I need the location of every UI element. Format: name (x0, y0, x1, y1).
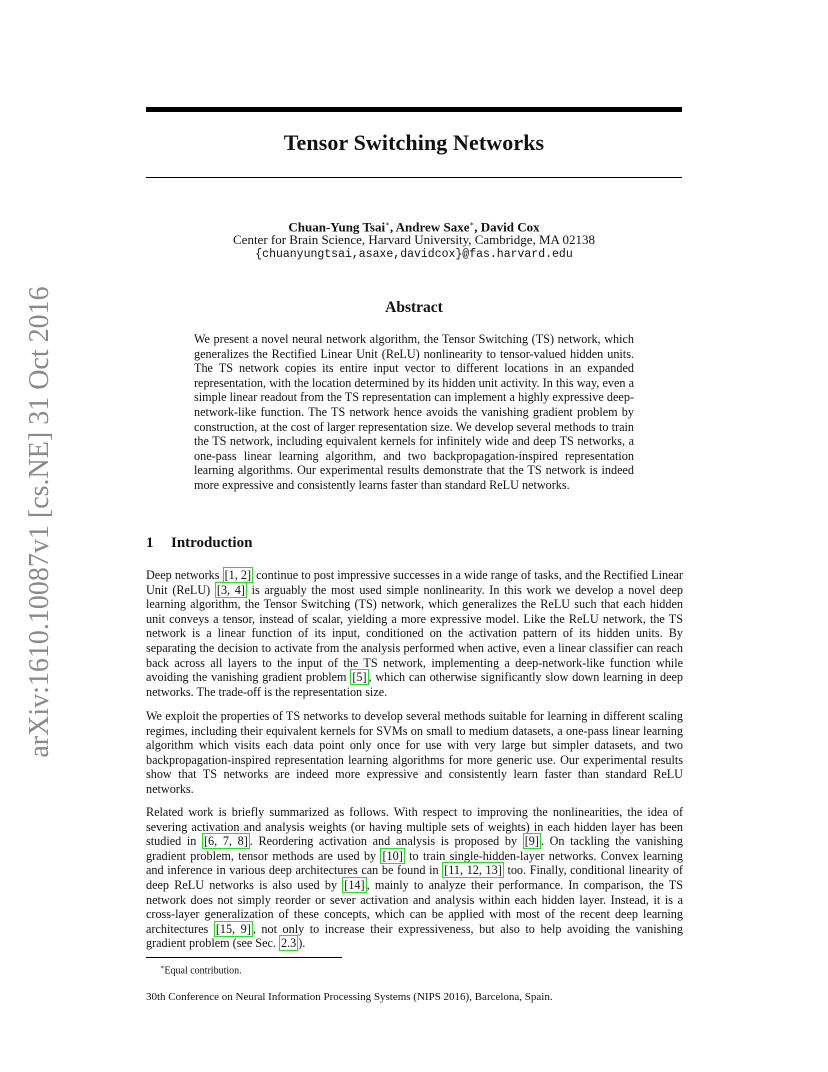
author-emails: {chuanyungtsai,asaxe,davidcox}@fas.harvard.edu (255, 248, 573, 261)
footnote-text: Equal contribution. (164, 965, 242, 977)
intro-paragraph-1: Deep networks [1, 2] continue to post impressive successes in a wide range of tasks, and the Rectified Linear Unit (ReLU) [3, 4] is arguably the most used simple nonlinearity. In this work we develop a novel deep learning algorithm, the Tensor Switching (TS) network, which generalizes the ReLU such that each hidden unit conveys a tensor, instead of scalar, yielding a more expressive model. Like the ReLU network, the TS network is a linear function of its input, conditioned on the activation pattern of its hidden units. By separating the decision to activate from the analysis performed when active, even a linear classifier can reach back across all layers to the input of the TS network, implementing a deep-network-like function while avoiding the vanishing gradient problem [5] , which can otherwise significantly slow down learning in deep networks. The trade-off is the representation size. (146, 568, 683, 699)
footnote (160, 961, 242, 977)
author-list: Chuan-Yung Tsai∗, Andrew Saxe∗, David Cox (288, 219, 540, 235)
intro-paragraph-3: Related work is briefly summarized as follows. With respect to improving the nonlinearities, the idea of severing activation and analysis weights (or having multiple sets of weights) in each hidden layer has been studied in [6, 7, 8] . Reordering activation and analysis is proposed by [9] . On tackling the vanishing gradient problem, tensor methods are used by [10] to train single-hidden-layer networks. Convex learning and inference in various deep architectures can be found in [11, 12, 13] too. Finally, conditional linearity of deep ReLU networks is also used by [14] , mainly to analyze their performance. In comparison, the TS network does not simply reorder or sever activation and analysis within each hidden layer. Instead, it is a cross-layer generalization of these concepts, which can be applied with most of the recent deep learning architectures [15, 9] , not only to increase their expressiveness, but also to help avoiding the vanishing gradient problem (see Sec. 2.3 ). (146, 805, 683, 951)
footnote-mark: ∗ (160, 964, 165, 971)
equal-contribution-mark: ∗ (385, 220, 390, 228)
affiliation: Center for Brain Science, Harvard University, Cambridge, MA 02138 (233, 232, 595, 247)
equal-contribution-mark: ∗ (469, 220, 475, 228)
author-name: Andrew Saxe (395, 219, 470, 235)
intro-paragraph-2: We exploit the properties of TS networks to develop several methods suitable for learning in different scaling regimes, including their equivalent kernels for SVMs on small to medium datasets, a one-pass linear learning algorithm which visits each data point only once for use with very large but simpler datasets, and two backpropagation-inspired representation learning algorithms for more generic use. Our experimental results show that TS networks are indeed more expressive and consistently learn faster than standard ReLU networks. (146, 709, 683, 796)
abstract-text: We present a novel neural network algorithm, the Tensor Switching (TS) network, which generalizes the Rectified Linear Unit (ReLU) nonlinearity to tensor-valued hidden units. The TS network copies its entire input vector to different locations in an expanded representation, with the location determined by its hidden unit activity. In this way, even a simple linear readout from the TS representation can implement a highly expressive deep-network-like function. The TS network hence avoids the vanishing gradient problem by construction, at the cost of larger representation size. We develop several methods to train the TS network, including equivalent kernels for infinitely wide and deep TS networks, a one-pass linear learning algorithm, and two backpropagation-inspired representation learning algorithms. Our experimental results demonstrate that the TS network is indeed more expressive and consistently learns faster than standard ReLU networks. (194, 332, 634, 492)
citation-link[interactable]: [11, 12, 13] (444, 863, 502, 878)
author-name: David Cox (480, 219, 540, 235)
citation-link[interactable]: [3, 4] (216, 582, 245, 597)
venue-footer: 30th Conference on Neural Information Processing Systems (NIPS 2016), Barcelona, Spain. (146, 991, 553, 1003)
citation-link[interactable]: [1, 2] (224, 568, 252, 582)
citation-link[interactable]: [9] (524, 834, 539, 849)
paper-title: Tensor Switching Networks (283, 130, 545, 155)
citation-link[interactable]: [5] (352, 670, 367, 685)
citation-link[interactable]: [15, 9] (215, 921, 251, 936)
section-title: Introduction (171, 535, 253, 551)
footnote-rule (146, 957, 342, 958)
citation-link[interactable]: [6, 7, 8] (203, 834, 248, 849)
citation-link[interactable]: [10] (382, 848, 403, 863)
arxiv-identifier-stamp: arXiv:1610.10087v1 [cs.NE] 31 Oct 2016 (24, 286, 55, 758)
section-number: 1 (146, 535, 154, 551)
author-name: Chuan-Yung Tsai (288, 219, 386, 235)
abstract-heading: Abstract (385, 299, 443, 316)
title-bottom-rule (146, 177, 682, 178)
section-reference-link[interactable]: 2.3 (281, 936, 297, 951)
citation-link[interactable]: [14] (344, 877, 365, 892)
title-top-rule (146, 107, 682, 112)
section-heading (146, 535, 252, 552)
